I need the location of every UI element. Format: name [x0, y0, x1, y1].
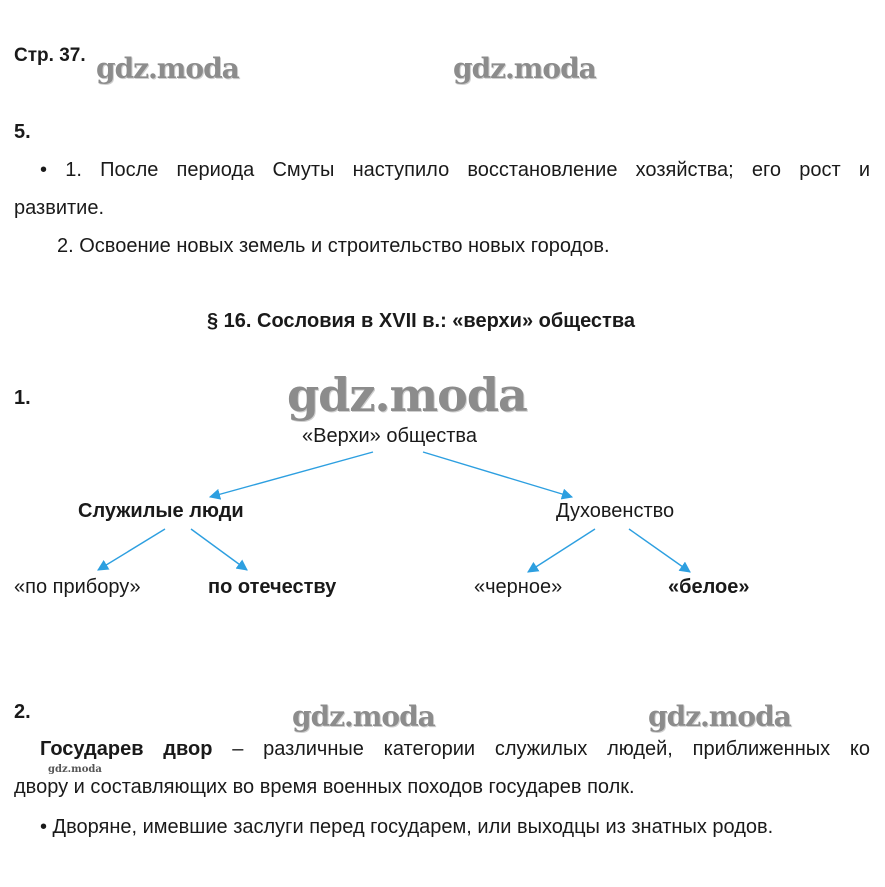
- diagram-node-right: Духовенство: [556, 500, 675, 522]
- watermark-small: gdz.moda: [48, 764, 102, 775]
- list-item-continuation: развитие.: [14, 197, 104, 219]
- list-item: • Дворяне, имевшие заслуги перед государем, или выходцы из знатных родов.: [40, 816, 774, 838]
- diagram-leaf: «белое»: [668, 576, 750, 598]
- watermark: gdz.moda: [96, 52, 239, 85]
- term: Государев двор: [40, 738, 213, 760]
- arrow-root-right: [423, 452, 572, 497]
- diagram-leaf: по отечеству: [208, 576, 337, 598]
- list-item: • 1. После периода Смуты наступило восстановление хозяйства; его рост и: [40, 159, 870, 181]
- task-number: 5.: [14, 121, 31, 143]
- section-title: § 16. Сословия в XVII в.: «верхи» общества: [207, 310, 636, 332]
- task-number: 2.: [14, 701, 31, 723]
- watermark: gdz.moda: [287, 368, 527, 422]
- diagram-leaf: «черное»: [474, 576, 563, 598]
- list-item: 2. Освоение новых земель и строительство новых городов.: [57, 235, 610, 257]
- diagram-root: «Верхи» общества: [302, 425, 477, 447]
- definition-line: [40, 738, 870, 761]
- arrow-right-child1: [528, 529, 595, 572]
- task-number: 1.: [14, 387, 31, 409]
- arrow-right-child2: [629, 529, 690, 572]
- watermark: gdz.moda: [648, 700, 791, 733]
- arrow-left-child2: [191, 529, 247, 570]
- diagram-leaf: «по прибору»: [14, 576, 141, 598]
- definition-text: – различные категории служилых людей, приближенных ко: [212, 738, 870, 760]
- page-label: Стр. 37.: [14, 45, 86, 66]
- watermark: gdz.moda: [292, 700, 435, 733]
- diagram-node-left: Служилые люди: [78, 500, 244, 522]
- arrow-root-left: [210, 452, 373, 497]
- watermark: gdz.moda: [453, 52, 596, 85]
- definition-continuation: двору и составляющих во время военных походов государев полк.: [14, 776, 635, 798]
- arrow-left-child1: [98, 529, 165, 570]
